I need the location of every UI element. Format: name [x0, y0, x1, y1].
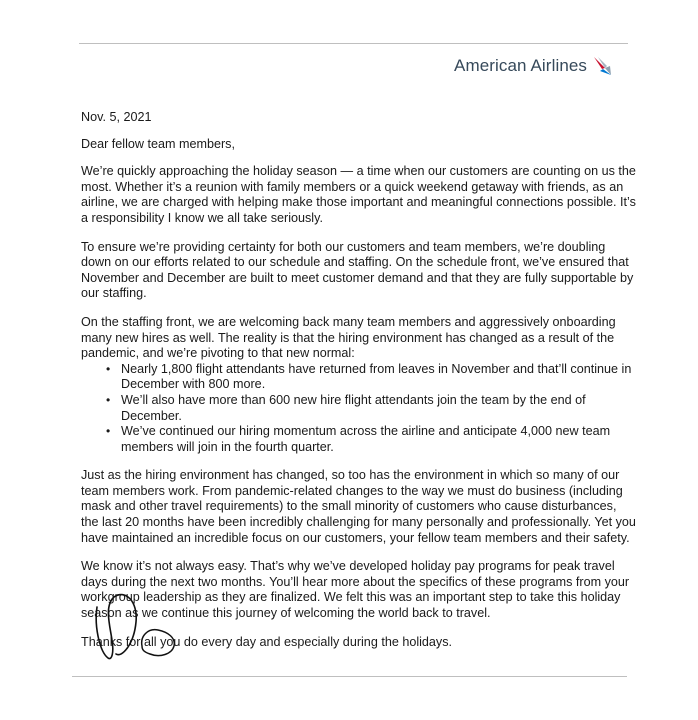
header-divider — [79, 43, 628, 44]
footer-divider — [72, 676, 627, 677]
staffing-bullet-list — [81, 362, 636, 456]
list-item: • We’ll also have more than 600 new hire flight attendants join the team by the end of December. — [81, 393, 636, 424]
paragraph-2: To ensure we’re providing certainty for both our customers and team members, we’re doubling down on our efforts related to our schedule and staffing. On the schedule front, we’ve ensured that November and December are built to meet customer demand and that they are fully supportable by our staffing. — [81, 239, 634, 301]
flight-symbol-icon — [591, 55, 613, 77]
letter-date: Nov. 5, 2021 — [81, 110, 152, 124]
list-item: • We’ve continued our hiring momentum across the airline and anticipate 4,000 new team members will join in the fourth quarter. — [81, 424, 636, 455]
salutation: Dear fellow team members, — [81, 136, 235, 151]
handwritten-signature — [92, 592, 182, 662]
list-item: • Nearly 1,800 flight attendants have returned from leaves in November and that’ll continue in December with 800 more. — [81, 362, 636, 393]
paragraph-4: Just as the hiring environment has changed, so too has the environment in which so many of our team members work. From pandemic-related changes to the way we must do business (including mask and other travel requirements) to the small minority of customers who cause disturbances, the last 20 months have been incredibly challenging for many personally and professionally. Yet you have maintained an incredible focus on our customers, your fellow team members and their safety. — [81, 468, 636, 545]
logo-wordmark: American Airlines — [454, 56, 588, 75]
letter-body — [81, 110, 636, 663]
paragraph-3: On the staffing front, we are welcoming back many team members and aggressively onboarding many new hires as well. The reality is that the hiring environment has changed as a result of the pandemic, and we’re pivoting to that new normal: — [81, 314, 616, 361]
paragraph-5: We know it’s not always easy. That’s why we’ve developed holiday pay programs for peak travel days during the next two months. You’ll hear more about the specifics of these programs from your workgroup leadership as they are finalized. We felt this was an important step to take this holiday season as we continue this journey of welcoming the world back to travel. — [81, 559, 630, 621]
american-airlines-logo — [454, 55, 613, 77]
closing-line: Thanks for all you do every day and especially during the holidays. — [81, 634, 453, 649]
paragraph-1: We’re quickly approaching the holiday season — a time when our customers are counting on us the most. Whether it’s a reunion with family members or a quick weekend getaway with friends, as an airline, we are charged with helping make those important and meaningful connections possible. It’s a responsibility I know we all take seriously. — [81, 164, 636, 225]
